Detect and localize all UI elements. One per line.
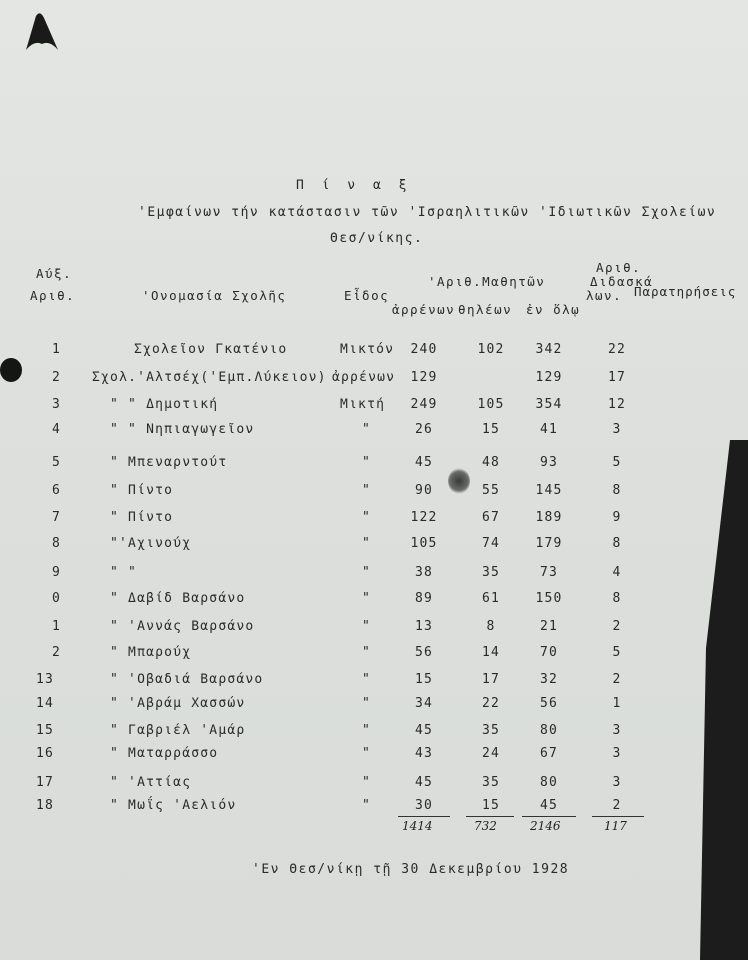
boys-count: 15 — [414, 672, 434, 687]
total-count: 67 — [539, 746, 559, 761]
school-name: Σχολ.'Αλτσέχ('Εμπ.Λύκειον) — [92, 370, 327, 385]
girls-count: 22 — [481, 696, 501, 711]
girls-count: 15 — [481, 422, 501, 437]
header-teachers-line2: Διδασκά — [590, 274, 654, 289]
total-count: 80 — [539, 723, 559, 738]
boys-count: 56 — [414, 645, 434, 660]
school-name: " " Νηπιαγωγεῖον — [110, 422, 255, 437]
boys-count: 105 — [410, 536, 438, 551]
total-teachers-handwritten: 117 — [604, 819, 627, 833]
table-row — [0, 510, 748, 530]
total-count: 41 — [539, 422, 559, 437]
header-students: 'Αριθ.Μαθητῶν — [428, 274, 546, 289]
teachers-count: 5 — [612, 455, 622, 470]
table-row — [0, 455, 748, 475]
total-boys-handwritten: 1414 — [402, 819, 433, 833]
boys-count: 240 — [410, 342, 438, 357]
girls-count: 14 — [481, 645, 501, 660]
school-name: " Πίντο — [110, 510, 174, 525]
school-kind: " — [362, 591, 372, 606]
header-boys: ἀρρένων — [392, 302, 456, 317]
school-name: Σχολεῖον Γκατένιο — [134, 342, 288, 357]
header-remarks: Παρατηρήσεις — [634, 284, 737, 299]
girls-count: 55 — [481, 483, 501, 498]
boys-count: 45 — [414, 455, 434, 470]
school-name: " Ματαρράσσο — [110, 746, 219, 761]
school-name: " Μπεναρντούτ — [110, 455, 228, 470]
header-no-line2: Αριθ. — [30, 288, 76, 303]
table-row — [0, 565, 748, 585]
boys-count: 26 — [414, 422, 434, 437]
girls-count: 61 — [481, 591, 501, 606]
teachers-count: 2 — [612, 798, 622, 813]
boys-count: 249 — [410, 397, 438, 412]
teachers-count: 8 — [612, 536, 622, 551]
girls-count: 8 — [486, 619, 496, 634]
school-name: " " Δημοτική — [110, 397, 219, 412]
girls-count: 15 — [481, 798, 501, 813]
boys-count: 90 — [414, 483, 434, 498]
table-row — [0, 422, 748, 442]
boys-count: 45 — [414, 775, 434, 790]
total-count: 342 — [535, 342, 563, 357]
school-kind: " — [362, 775, 372, 790]
header-school-name: 'Ονομασία Σχολῆς — [142, 288, 287, 303]
row-number: 0 — [52, 591, 62, 606]
sum-line-girls — [466, 816, 514, 817]
sum-line-total — [522, 816, 576, 817]
boys-count: 89 — [414, 591, 434, 606]
boys-count: 34 — [414, 696, 434, 711]
total-count: 73 — [539, 565, 559, 580]
school-kind: " — [362, 619, 372, 634]
header-total: ἐν ὅλῳ — [526, 302, 581, 317]
table-row — [0, 798, 748, 818]
school-kind: " — [362, 510, 372, 525]
row-number: 15 — [36, 723, 55, 738]
total-count: 70 — [539, 645, 559, 660]
school-kind: Μικτή — [340, 397, 386, 412]
total-count: 179 — [535, 536, 563, 551]
teachers-count: 3 — [612, 775, 622, 790]
document-subtitle: 'Εμφαίνων τήν κατάστασιν τῶν 'Ισραηλιτικῶν 'Ιδιωτικῶν Σχολείων — [138, 205, 717, 220]
school-name: "'Αχινούχ — [110, 536, 192, 551]
total-count: 145 — [535, 483, 563, 498]
girls-count: 35 — [481, 565, 501, 580]
school-kind: " — [362, 798, 372, 813]
teachers-count: 12 — [607, 397, 627, 412]
teachers-count: 2 — [612, 672, 622, 687]
teachers-count: 2 — [612, 619, 622, 634]
total-girls-handwritten: 732 — [474, 819, 497, 833]
teachers-count: 3 — [612, 723, 622, 738]
school-kind: " — [362, 696, 372, 711]
girls-count: 48 — [481, 455, 501, 470]
table-row — [0, 397, 748, 417]
header-teachers-line3: λων. — [586, 288, 623, 303]
girls-count: 35 — [481, 775, 501, 790]
school-name: " 'Αττίας — [110, 775, 192, 790]
row-number: 9 — [52, 565, 62, 580]
corner-tear-mark — [22, 10, 62, 54]
document-title: Π ί ν α ξ — [296, 178, 412, 193]
document-footer-date: 'Εν Θεσ/νίκῃ τῇ 30 Δεκεμβρίου 1928 — [252, 862, 570, 877]
document-subtitle-city: Θεσ/νίκης. — [330, 231, 424, 246]
row-number: 2 — [52, 370, 62, 385]
table-row — [0, 370, 748, 390]
header-girls: θηλέων — [458, 302, 513, 317]
header-teachers-line1: Αριθ. — [596, 260, 642, 275]
total-count: 56 — [539, 696, 559, 711]
school-kind: Μικτόν — [340, 342, 395, 357]
boys-count: 38 — [414, 565, 434, 580]
boys-count: 129 — [410, 370, 438, 385]
teachers-count: 8 — [612, 483, 622, 498]
school-kind: " — [362, 645, 372, 660]
table-row — [0, 536, 748, 556]
total-count: 93 — [539, 455, 559, 470]
table-row — [0, 696, 748, 716]
total-all-handwritten: 2146 — [530, 819, 561, 833]
school-kind: " — [362, 672, 372, 687]
school-kind: " — [362, 536, 372, 551]
girls-count: 17 — [481, 672, 501, 687]
table-row — [0, 775, 748, 795]
total-count: 32 — [539, 672, 559, 687]
school-name: " 'Οβαδιά Βαρσάνο — [110, 672, 264, 687]
total-count: 129 — [535, 370, 563, 385]
table-row — [0, 746, 748, 766]
table-row — [0, 723, 748, 743]
table-row — [0, 342, 748, 362]
total-count: 189 — [535, 510, 563, 525]
school-kind: " — [362, 483, 372, 498]
row-number: 5 — [52, 455, 62, 470]
row-number: 18 — [36, 798, 55, 813]
teachers-count: 5 — [612, 645, 622, 660]
teachers-count: 1 — [612, 696, 622, 711]
row-number: 13 — [36, 672, 55, 687]
row-number: 8 — [52, 536, 62, 551]
school-name: " " — [110, 565, 138, 580]
boys-count: 13 — [414, 619, 434, 634]
school-name: " 'Αβράμ Χασσών — [110, 696, 246, 711]
school-kind: " — [362, 723, 372, 738]
girls-count: 35 — [481, 723, 501, 738]
school-name: " Γαβριέλ 'Αμάρ — [110, 723, 246, 738]
teachers-count: 4 — [612, 565, 622, 580]
row-number: 7 — [52, 510, 62, 525]
table-row — [0, 672, 748, 692]
school-name: " Πίντο — [110, 483, 174, 498]
row-number: 2 — [52, 645, 62, 660]
row-number: 3 — [52, 397, 62, 412]
table-row — [0, 619, 748, 639]
row-number: 4 — [52, 422, 62, 437]
total-count: 21 — [539, 619, 559, 634]
row-number: 6 — [52, 483, 62, 498]
boys-count: 43 — [414, 746, 434, 761]
total-count: 80 — [539, 775, 559, 790]
school-name: " Μωΐς 'Αελιόν — [110, 798, 237, 813]
teachers-count: 22 — [607, 342, 627, 357]
table-row — [0, 483, 748, 503]
girls-count: 74 — [481, 536, 501, 551]
teachers-count: 3 — [612, 422, 622, 437]
row-number: 14 — [36, 696, 55, 711]
row-number: 1 — [52, 619, 62, 634]
school-kind: ἀρρένων — [332, 370, 396, 385]
teachers-count: 3 — [612, 746, 622, 761]
total-count: 150 — [535, 591, 563, 606]
table-row — [0, 591, 748, 611]
total-count: 45 — [539, 798, 559, 813]
boys-count: 122 — [410, 510, 438, 525]
boys-count: 30 — [414, 798, 434, 813]
boys-count: 45 — [414, 723, 434, 738]
girls-count: 102 — [477, 342, 505, 357]
row-number: 1 — [52, 342, 62, 357]
total-count: 354 — [535, 397, 563, 412]
teachers-count: 9 — [612, 510, 622, 525]
header-no-line1: Αύξ. — [36, 266, 73, 281]
row-number: 16 — [36, 746, 55, 761]
school-name: " 'Αννάς Βαρσάνο — [110, 619, 255, 634]
school-name: " Μπαρούχ — [110, 645, 192, 660]
school-kind: " — [362, 455, 372, 470]
school-kind: " — [362, 565, 372, 580]
girls-count: 24 — [481, 746, 501, 761]
teachers-count: 17 — [607, 370, 627, 385]
school-kind: " — [362, 746, 372, 761]
school-name: " Δαβίδ Βαρσάνο — [110, 591, 246, 606]
school-kind: " — [362, 422, 372, 437]
header-kind: Εἶδος — [344, 288, 390, 303]
sum-line-boys — [398, 816, 450, 817]
row-number: 17 — [36, 775, 55, 790]
table-row — [0, 645, 748, 665]
girls-count: 67 — [481, 510, 501, 525]
girls-count: 105 — [477, 397, 505, 412]
sum-line-teachers — [592, 816, 644, 817]
teachers-count: 8 — [612, 591, 622, 606]
